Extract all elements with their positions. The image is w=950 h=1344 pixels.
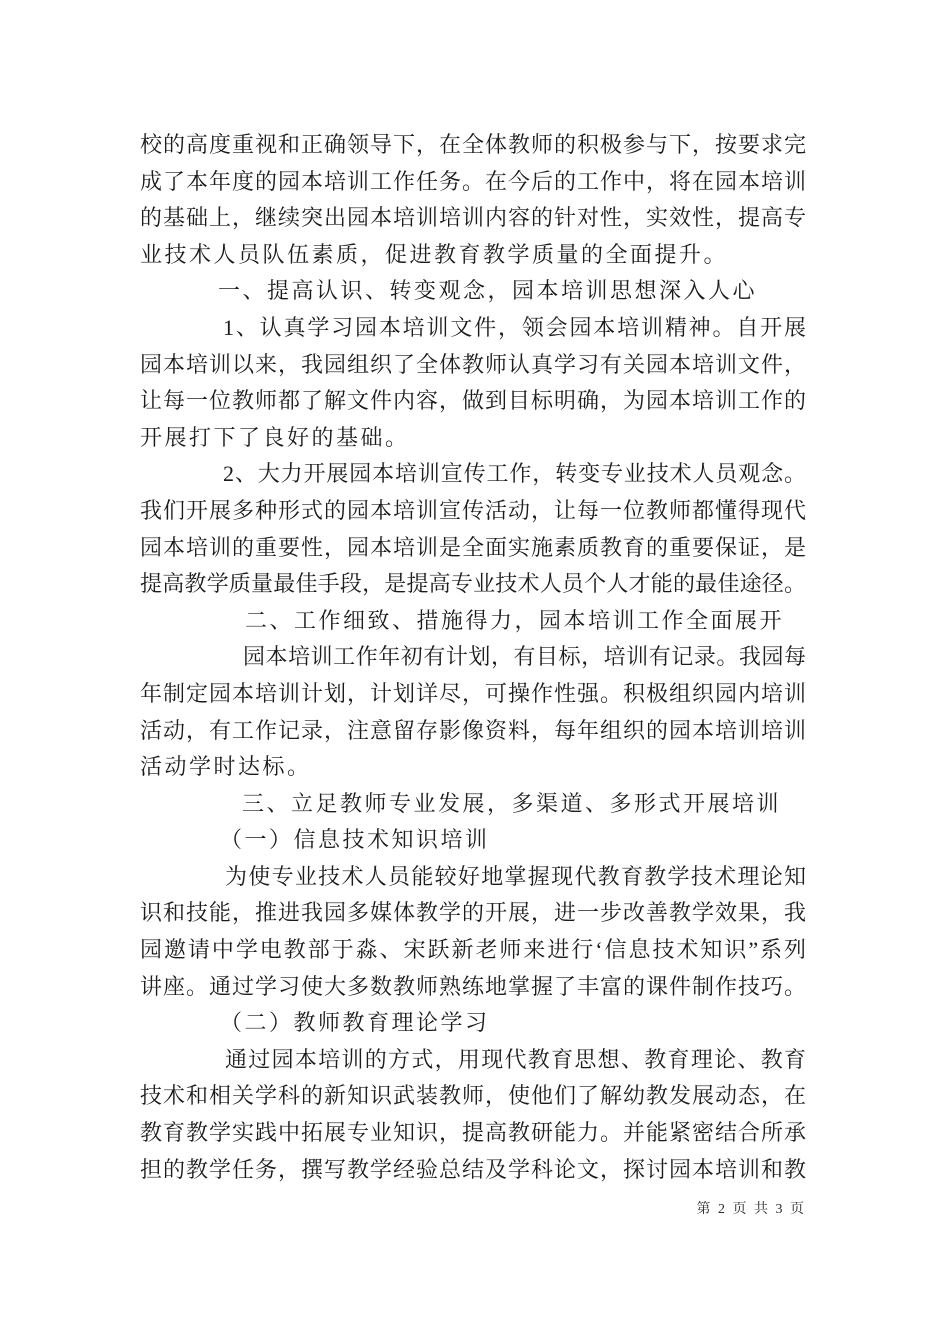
text-line: 业技术人员队伍素质，促进教育教学质量的全面提升。 [140, 241, 729, 267]
text-line: 园邀请中学电教部于淼、宋跃新老师来进行‘信息技术知识”系列 [140, 937, 806, 963]
page-indicator: 第 2 页 共 3 页 [696, 1202, 806, 1217]
text-line: 讲座。通过学习使大多数教师熟练地掌握了丰富的课件制作技巧。 [140, 973, 806, 999]
text-line: 园本培训以来，我园组织了全体教师认真学习有关园本培训文件， [140, 351, 806, 377]
text-line: 园本培训工作年初有计划，有目标，培训有记录。我园每 [243, 644, 806, 670]
text-line: 识和技能，推进我园多媒体教学的开展，进一步改善教学效果，我 [140, 900, 806, 926]
text-line: 让每一位教师都了解文件内容，做到目标明确，为园本培训工作的 [140, 388, 806, 414]
document-body [140, 127, 806, 1188]
text-line: 为使专业技术人员能较好地掌握现代教育教学技术理论知 [225, 863, 806, 889]
text-line: 技术和相关学科的新知识武装教师，使他们了解幼教发展动态，在 [140, 1083, 806, 1109]
text-line: 提高教学质量最佳手段，是提高专业技术人员个人才能的最佳途径。 [140, 571, 806, 597]
text-line: 的基础上，继续突出园本培训培训内容的针对性，实效性，提高专 [140, 205, 806, 231]
text-line: 2、大力开展园本培训宣传工作，转变专业技术人员观念。 [223, 461, 806, 487]
text-line: （二）教师教育理论学习 [220, 1010, 490, 1036]
text-line: 年制定园本培训计划，计划详尽，可操作性强。积极组织园内培训 [140, 680, 806, 706]
text-line: 活动学时达标。 [140, 754, 312, 780]
text-line: （一）信息技术知识培训 [220, 827, 490, 853]
text-line: 成了本年度的园本培训工作任务。在今后的工作中，将在园本培训 [140, 168, 806, 194]
text-line: 教育教学实践中拓展专业知识，提高教研能力。并能紧密结合所承 [140, 1120, 806, 1146]
text-line: 通过园本培训的方式，用现代教育思想、教育理论、教育 [225, 1046, 806, 1072]
text-line: 二、工作细致、措施得力，园本培训工作全面展开 [245, 607, 785, 633]
page-number-footer [140, 1198, 806, 1222]
text-line: 1、认真学习园本培训文件，领会园本培训精神。自开展 [223, 314, 806, 340]
text-line: 校的高度重视和正确领导下，在全体教师的积极参与下，按要求完 [140, 132, 806, 157]
text-line: 一、提高认识、转变观念，园本培训思想深入人心 [218, 278, 758, 304]
text-line: 园本培训的重要性，园本培训是全面实施素质教育的重要保证，是 [140, 534, 806, 560]
text-line: 担的教学任务，撰写教学经验总结及学科论文，探讨园本培训和教 [140, 1156, 806, 1182]
text-line: 我们开展多种形式的园本培训宣传活动，让每一位教师都懂得现代 [140, 497, 806, 523]
text-line: 活动，有工作记录，注意留存影像资料，每年组织的园本培训培训 [140, 717, 806, 743]
text-line: 开展打下了良好的基础。 [140, 424, 410, 450]
text-line: 三、立足教师专业发展，多渠道、多形式开展培训 [242, 790, 782, 816]
